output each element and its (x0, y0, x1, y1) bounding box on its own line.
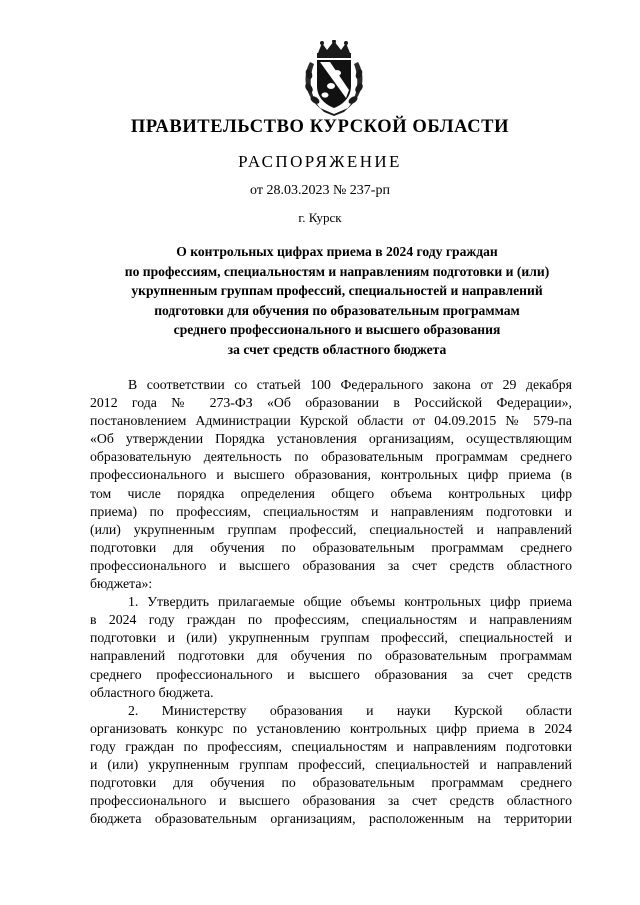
body-line: приема) по профессиям, специальностям и направлениям подготовки и (90, 503, 572, 519)
document-type-title: РАСПОРЯЖЕНИЕ (238, 152, 402, 171)
order-city: г. Курск (298, 210, 342, 225)
subject-line: О контрольных цифрах приема в 2024 году граждан (176, 244, 498, 259)
body-line: 1. Утвердить прилагаемые общие объемы контрольных цифр приема (128, 594, 572, 610)
subject-line: подготовки для обучения по образовательным программам (154, 302, 520, 318)
body-line: том числе порядка определения общего объема контрольных цифр (90, 485, 572, 501)
government-title: ПРАВИТЕЛЬСТВО КУРСКОЙ ОБЛАСТИ (130, 117, 510, 137)
body-line: профессионального и высшего образования за счет средств областного (90, 793, 572, 809)
body-line: году граждан по профессиям, специальностям и направлениям подготовки (90, 738, 572, 754)
body-line: направлений подготовки для обучения по образовательным программам (90, 648, 572, 664)
body-line: подготовки для обучения по образовательным программам среднего (90, 775, 572, 791)
order-body (90, 376, 572, 828)
order-date-number: от 28.03.2023 № 237-рп (250, 183, 390, 198)
body-line: постановлением Администрации Курской области от 04.09.2015 № 579-па (90, 413, 572, 429)
body-line: В соответствии со статьей 100 Федерального закона от 29 декабря (128, 377, 572, 392)
body-line: среднего профессионального и высшего образования за счет средств (90, 666, 572, 682)
subject-line: укрупненным группам профессий, специальностей и направлений (131, 283, 543, 299)
body-line: 2012 года № 273-ФЗ «Об образовании в Российской Федерации», (90, 395, 572, 411)
body-line: областного бюджета. (90, 684, 214, 700)
body-line: подготовки для обучения по образовательным программам среднего (90, 539, 572, 555)
subject-line: за счет средств областного бюджета (227, 341, 447, 357)
body-line: профессионального и высшего образования, контрольных цифр приема (в (90, 467, 572, 483)
body-line: организовать конкурс по установлению контрольных цифр приема в 2024 (90, 720, 572, 736)
body-line: (или) укрупненным группам профессий, специальностей и направлений (90, 521, 572, 537)
coat-of-arms-emblem (300, 40, 368, 116)
subject-line: среднего профессионального и высшего образования (173, 322, 501, 338)
body-line: в 2024 году граждан по профессиям, специальностям и направлениям (90, 612, 572, 628)
body-line: и (или) укрупненным группам профессий, специальностей и направлений (90, 756, 572, 772)
subject-line: по профессиям, специальностям и направлениям подготовки и (или) (124, 263, 550, 279)
body-line: 2. Министерству образования и науки Курской области (128, 702, 572, 718)
body-line: бюджета»: (90, 576, 153, 592)
order-subject-heading (72, 242, 602, 360)
body-line: бюджета образовательным организациям, расположенным на территории (90, 811, 572, 827)
body-line: подготовки и (или) укрупненным группам профессий, специальностей и (90, 630, 572, 646)
body-line: образовательную деятельность по образовательным программам среднего (90, 449, 572, 465)
body-line: «Об утверждении Порядка установления организациям, осуществляющим (90, 431, 572, 447)
body-line: профессионального и высшего образования за счет средств областного (90, 557, 572, 573)
